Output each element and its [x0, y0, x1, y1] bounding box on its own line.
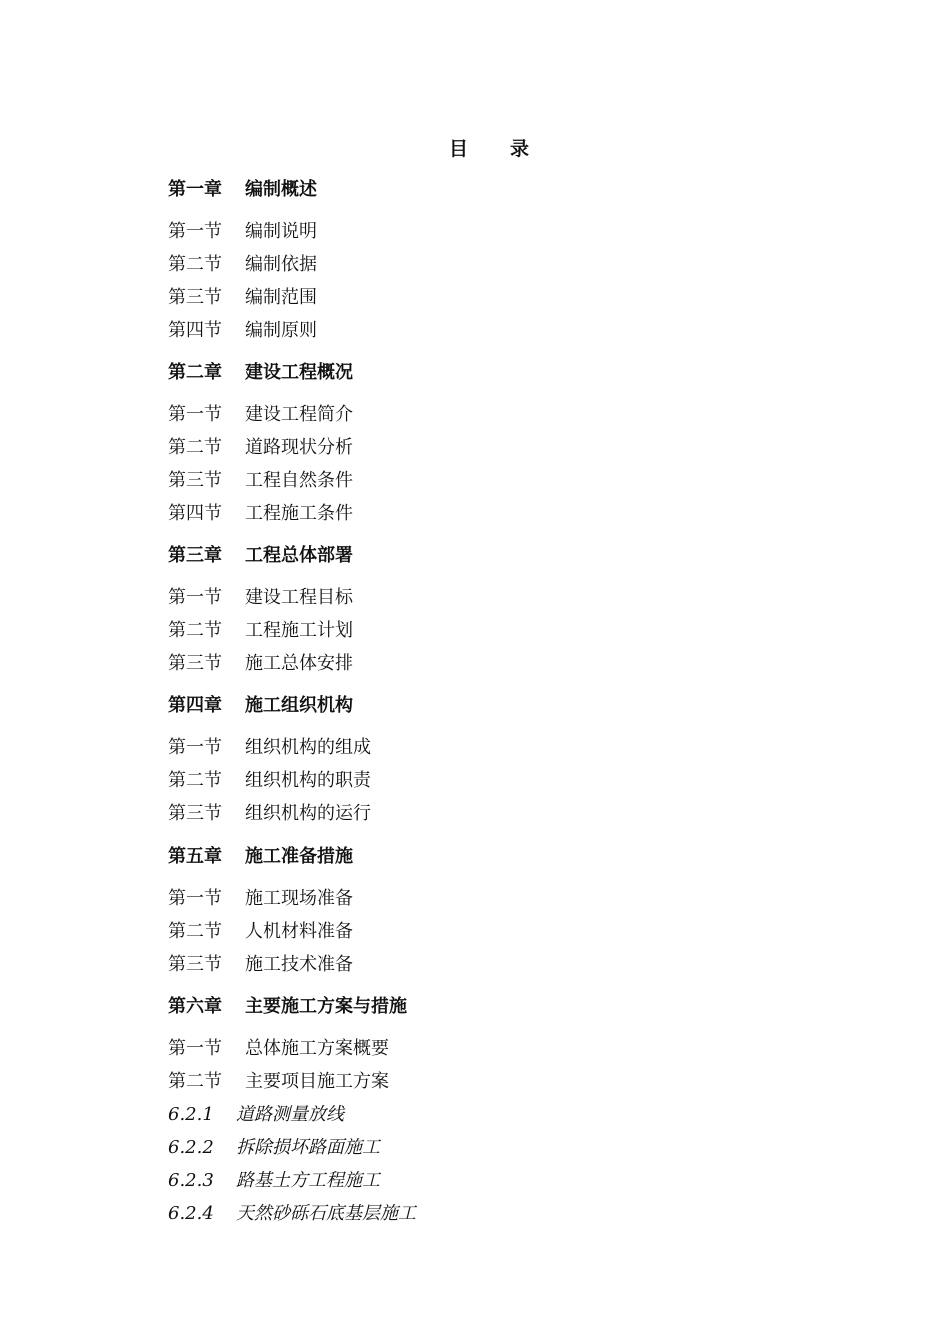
toc-entry-label: 第二节	[168, 770, 222, 791]
toc-entry-label: 6.2.2	[168, 1137, 214, 1158]
toc-subsection	[168, 1103, 344, 1127]
toc-section	[168, 619, 353, 643]
toc-entry-label: 第四节	[168, 320, 222, 341]
toc-entry-text: 工程总体部署	[245, 545, 353, 566]
toc-entry-text: 主要项目施工方案	[245, 1071, 389, 1092]
toc-section	[168, 953, 353, 977]
toc-entry-label: 第三节	[168, 653, 222, 674]
toc-entry-text: 天然砂砾石底基层施工	[236, 1203, 416, 1224]
toc-entry-label: 6.2.1	[168, 1104, 214, 1125]
toc-entry-text: 施工组织机构	[245, 695, 353, 716]
toc-section	[168, 920, 353, 944]
toc-section	[168, 436, 353, 460]
toc-section	[168, 319, 317, 343]
toc-entry-label: 第一节	[168, 737, 222, 758]
toc-entry-label: 第三章	[168, 545, 222, 566]
toc-section	[168, 253, 317, 277]
toc-entry-label: 第三节	[168, 954, 222, 975]
toc-entry-label: 第二节	[168, 437, 222, 458]
toc-entry-text: 工程施工条件	[245, 503, 353, 524]
toc-title-left: 目	[448, 138, 470, 160]
toc-entry-text: 施工总体安排	[245, 653, 353, 674]
toc-entry-label: 第一节	[168, 587, 222, 608]
toc-entry-text: 道路测量放线	[236, 1104, 344, 1125]
toc-section	[168, 286, 317, 310]
toc-entry-text: 建设工程简介	[245, 404, 353, 425]
toc-entry-label: 第一节	[168, 221, 222, 242]
toc-entry-label: 第四节	[168, 503, 222, 524]
toc-entry-text: 拆除损坏路面施工	[236, 1137, 380, 1158]
toc-section	[168, 469, 353, 493]
toc-entry-text: 施工现场准备	[245, 888, 353, 909]
toc-entry-text: 总体施工方案概要	[245, 1038, 389, 1059]
toc-entry-label: 6.2.4	[168, 1203, 214, 1224]
toc-entry-text: 编制原则	[245, 320, 317, 341]
toc-entry-label: 6.2.3	[168, 1170, 214, 1191]
toc-section	[168, 769, 371, 793]
toc-entry-label: 第四章	[168, 695, 222, 716]
toc-section	[168, 586, 353, 610]
toc-entry-label: 第二节	[168, 620, 222, 641]
toc-entry-text: 主要施工方案与措施	[245, 996, 407, 1017]
toc-section	[168, 1070, 389, 1094]
toc-entry-text: 编制说明	[245, 221, 317, 242]
toc-entry-text: 组织机构的组成	[245, 737, 371, 758]
toc-entry-label: 第三节	[168, 287, 222, 308]
toc-entry-label: 第五章	[168, 846, 222, 867]
toc-section	[168, 652, 353, 676]
toc-section	[168, 802, 371, 826]
toc-chapter	[168, 178, 317, 202]
toc-entry-text: 路基土方工程施工	[236, 1170, 380, 1191]
toc-entry-label: 第一节	[168, 1038, 222, 1059]
toc-chapter	[168, 694, 353, 718]
toc-section	[168, 736, 371, 760]
toc-title	[0, 134, 950, 161]
toc-entry-label: 第二节	[168, 254, 222, 275]
toc-entry-text: 编制范围	[245, 287, 317, 308]
toc-section	[168, 403, 353, 427]
toc-chapter	[168, 544, 353, 568]
toc-entry-text: 建设工程目标	[245, 587, 353, 608]
toc-entry-text: 道路现状分析	[245, 437, 353, 458]
toc-entry-text: 工程自然条件	[245, 470, 353, 491]
toc-entry-text: 工程施工计划	[245, 620, 353, 641]
toc-section	[168, 502, 353, 526]
toc-entry-label: 第二章	[168, 362, 222, 383]
toc-entry-label: 第一节	[168, 404, 222, 425]
toc-section	[168, 1037, 389, 1061]
toc-entry-text: 组织机构的职责	[245, 770, 371, 791]
toc-entry-label: 第三节	[168, 470, 222, 491]
toc-entry-label: 第二节	[168, 921, 222, 942]
toc-subsection	[168, 1202, 416, 1226]
toc-entry-label: 第二节	[168, 1071, 222, 1092]
toc-chapter	[168, 995, 407, 1019]
toc-section	[168, 220, 317, 244]
toc-entry-label: 第三节	[168, 803, 222, 824]
toc-subsection	[168, 1136, 380, 1160]
toc-entry-label: 第六章	[168, 996, 222, 1017]
toc-section	[168, 887, 353, 911]
toc-entry-text: 编制依据	[245, 254, 317, 275]
toc-entry-text: 施工准备措施	[245, 846, 353, 867]
toc-chapter	[168, 361, 353, 385]
toc-entry-text: 人机材料准备	[245, 921, 353, 942]
toc-entry-text: 施工技术准备	[245, 954, 353, 975]
toc-entry-text: 建设工程概况	[245, 362, 353, 383]
toc-entry-label: 第一节	[168, 888, 222, 909]
toc-entry-label: 第一章	[168, 179, 222, 200]
toc-title-right: 录	[510, 138, 532, 160]
toc-subsection	[168, 1169, 380, 1193]
toc-entry-text: 编制概述	[245, 179, 317, 200]
toc-chapter	[168, 845, 353, 869]
toc-entry-text: 组织机构的运行	[245, 803, 371, 824]
